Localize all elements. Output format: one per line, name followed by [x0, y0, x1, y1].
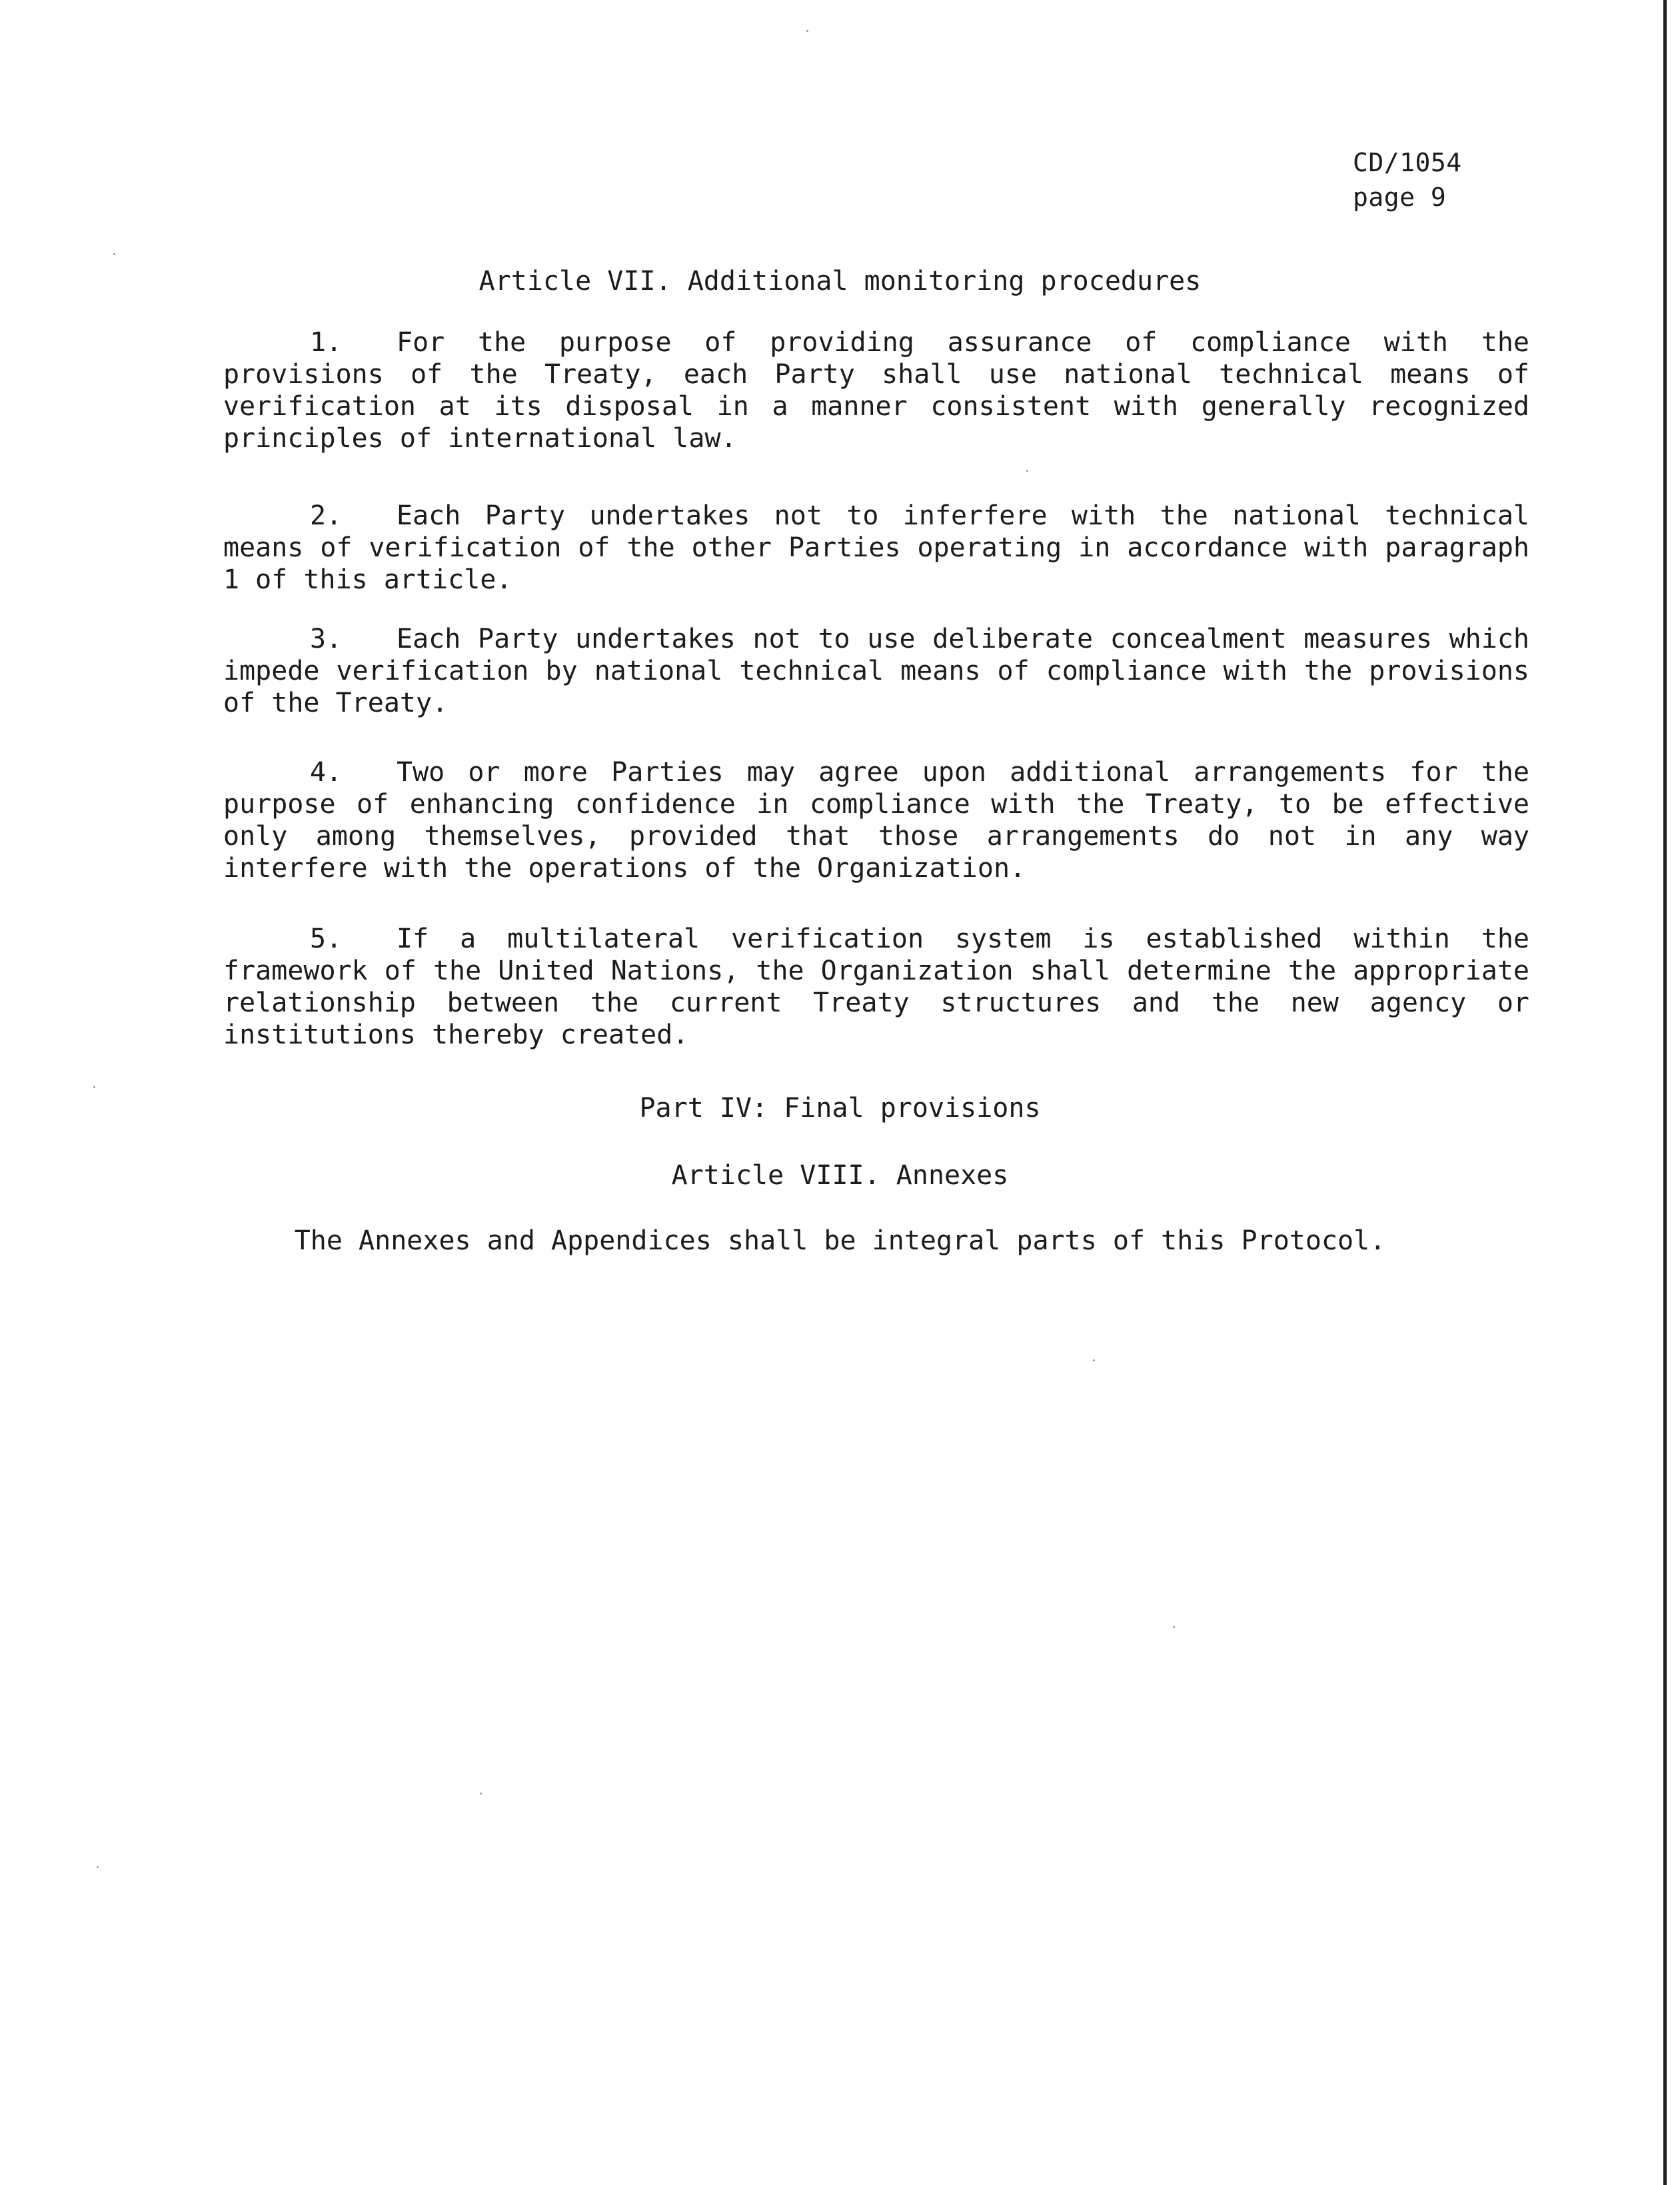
scan-speck — [93, 1086, 95, 1088]
paragraph-text: Each Party undertakes not to use deliberate concealment measures which impede verification by national technical means of compliance with the provisions of the Treaty. — [223, 624, 1529, 718]
annexes-statement: The Annexes and Appendices shall be integral parts of this Protocol. — [294, 1225, 1386, 1256]
scan-speck — [113, 253, 115, 255]
article-viii-heading: Article VIII. Annexes — [671, 1160, 1009, 1191]
paragraph-text: Each Party undertakes not to inferfere with the national technical means of verification of the other Parties operating in accordance with paragraph 1 of this article. — [223, 500, 1529, 595]
paragraph-1 — [223, 327, 1529, 454]
paragraph-text: If a multilateral verification system is established within the framework of the United Nations, the Organization shall determine the appropriate relationship between the current Treaty structures and the new agency or institutions thereby created. — [223, 924, 1529, 1050]
paragraph-5 — [223, 923, 1529, 1051]
document-reference — [1353, 145, 1462, 215]
paragraph-text: Two or more Parties may agree upon additional arrangements for the purpose of enhancing confidence in compliance with the Treaty, to be effective only among themselves, provided that those arrangements do not in any way interfere with the operations of the Organization. — [223, 757, 1529, 884]
paragraph-2 — [223, 500, 1529, 596]
part-iv-heading: Part IV: Final provisions — [639, 1093, 1041, 1123]
scan-speck — [1173, 1626, 1175, 1628]
paragraph-number: 2. — [310, 500, 343, 531]
scan-speck — [97, 1866, 99, 1868]
paragraph-number: 1. — [310, 327, 343, 358]
paragraph-number: 3. — [310, 624, 343, 654]
scan-speck — [480, 1793, 482, 1795]
scan-speck — [1026, 470, 1028, 472]
scan-speck — [1093, 1359, 1095, 1361]
page-number: page 9 — [1353, 183, 1447, 212]
scan-speck — [806, 30, 808, 32]
paragraph-3 — [223, 623, 1529, 719]
paragraph-4 — [223, 756, 1529, 884]
paragraph-number: 4. — [310, 757, 343, 788]
paragraph-text: For the purpose of providing assurance of compliance with the provisions of the Treaty, each Party shall use national technical means of verification at its disposal in a manner consistent with generally recognized principles of international law. — [223, 327, 1529, 454]
paragraph-number: 5. — [310, 924, 343, 954]
document-symbol: CD/1054 — [1353, 148, 1462, 177]
article-vii-heading: Article VII. Additional monitoring procedures — [478, 266, 1202, 297]
